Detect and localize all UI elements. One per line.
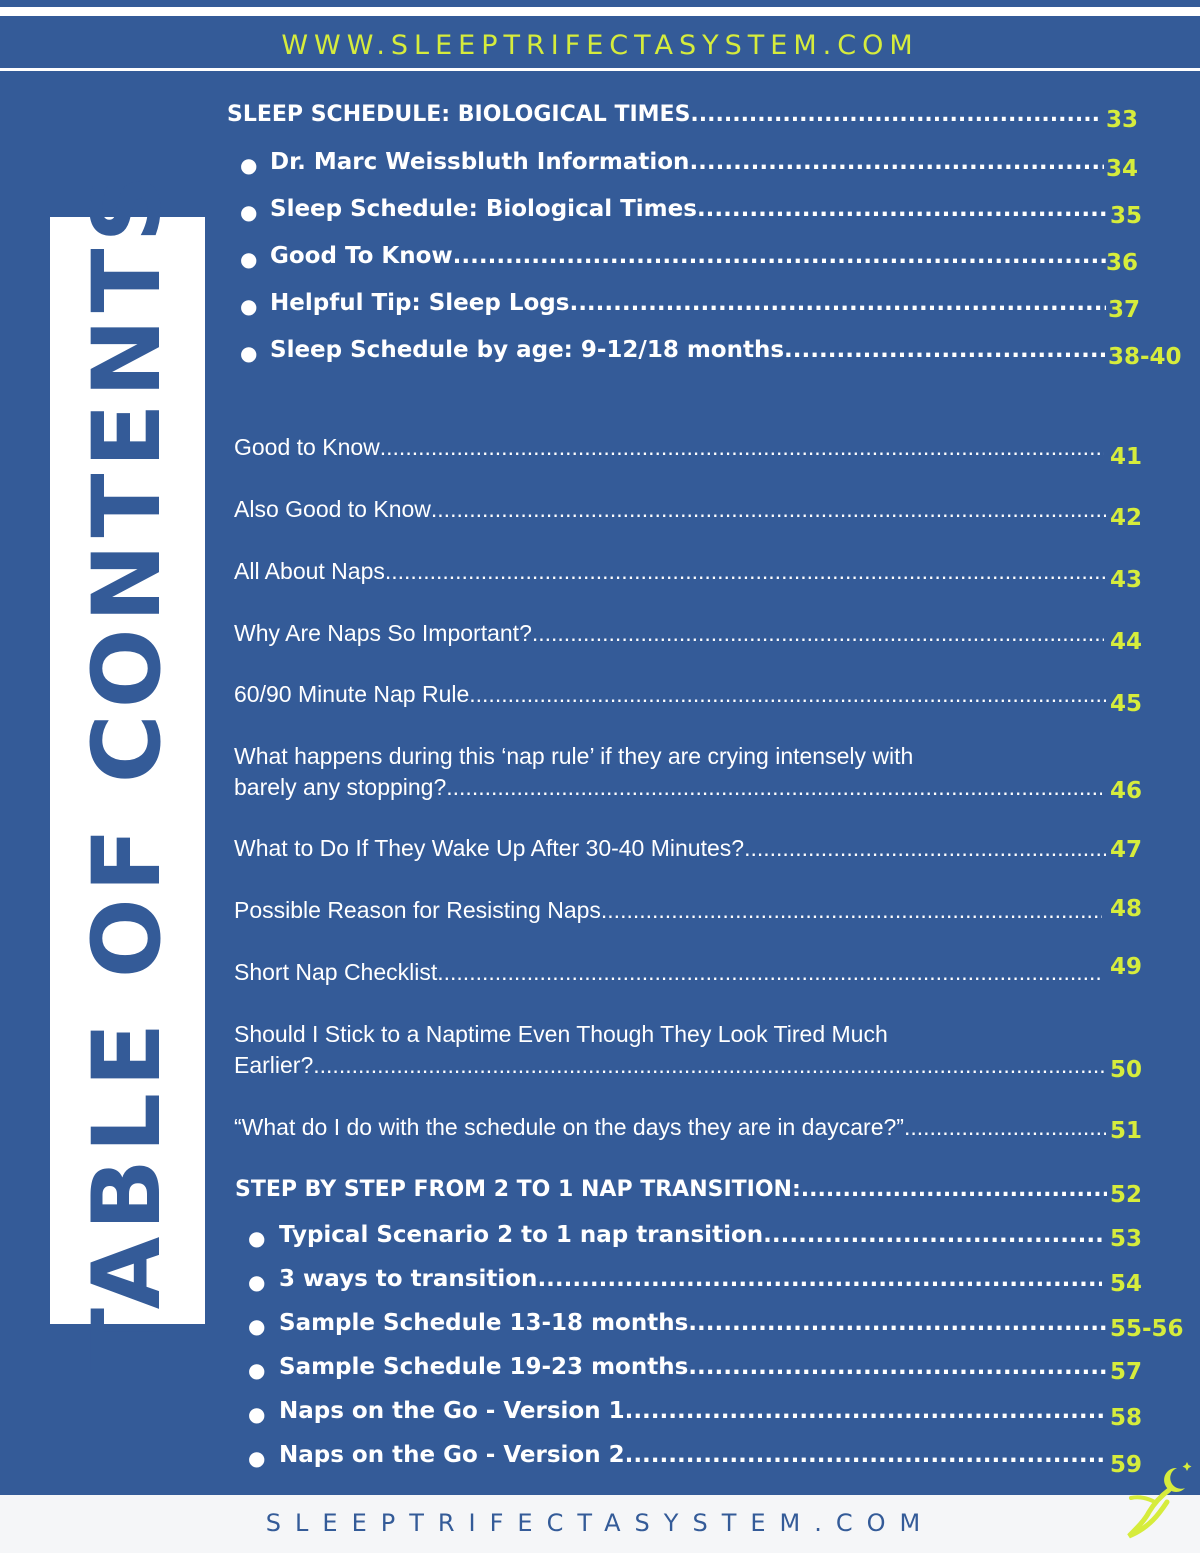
dot-leader (697, 196, 1106, 222)
bullet-icon: ● (240, 294, 258, 318)
dot-leader (801, 1177, 1107, 1202)
toc-subitem-label: Dr. Marc Weissbluth Information (270, 149, 690, 175)
dot-leader (313, 1052, 1106, 1079)
dot-leader (688, 1310, 1106, 1336)
dot-leader (601, 897, 1102, 924)
toc-subitem (270, 290, 1106, 316)
toc-entry-label: All About Naps (234, 558, 385, 584)
dot-leader (569, 290, 1106, 316)
toc-subitem-label: Helpful Tip: Sleep Logs (270, 290, 570, 316)
bullet-icon: ● (248, 1446, 266, 1470)
toc-entry (234, 681, 1106, 708)
dot-leader (784, 337, 1106, 363)
toc-subitem-label: Typical Scenario 2 to 1 nap transition (279, 1222, 764, 1248)
toc-subitem-label: Naps on the Go - Version 2 (279, 1442, 625, 1468)
page-number: 59 (1110, 1452, 1143, 1478)
toc-entry-label: Good to Know (234, 434, 380, 460)
dot-leader (625, 1442, 1106, 1468)
dot-leader (625, 1398, 1106, 1424)
page-number: 38-40 (1108, 344, 1182, 370)
toc-entry (234, 774, 1102, 801)
toc-entry-label: Possible Reason for Resisting Naps (234, 897, 601, 923)
section-heading-biological-times (227, 102, 1102, 127)
toc-subitem-label: 3 ways to transition (279, 1266, 538, 1292)
sleeping-moon-figure-icon (1125, 1458, 1195, 1543)
dot-leader (446, 774, 1102, 801)
toc-entry (234, 434, 1104, 461)
bullet-icon: ● (248, 1270, 266, 1294)
page-number: 57 (1110, 1359, 1143, 1385)
toc-subitem-label: Good To Know (270, 243, 453, 269)
toc-subitem-label: Sleep Schedule by age: 9-12/18 months (270, 337, 785, 363)
toc-entry-label: Also Good to Know (234, 496, 431, 522)
footer-url: SLEEPTRIFECTASYSTEM.COM (265, 1509, 935, 1537)
bullet-icon: ● (248, 1226, 266, 1250)
top-divider (0, 7, 1200, 16)
toc-entry-label: “What do I do with the schedule on the days they are in daycare?” (234, 1114, 904, 1140)
toc-entry-label: What to Do If They Wake Up After 30-40 Minutes? (234, 835, 745, 861)
dot-leader (469, 681, 1106, 708)
toc-entry-line-1: What happens during this ‘nap rule’ if they are crying intensely with (234, 743, 914, 769)
toc-entry (234, 1052, 1106, 1079)
toc-entry (234, 496, 1106, 523)
page-number: 46 (1110, 778, 1143, 804)
section-heading-label: SLEEP SCHEDULE: BIOLOGICAL TIMES (227, 102, 691, 127)
toc-entry-label: Why Are Naps So Important? (234, 620, 532, 646)
toc-subitem-label: Sample Schedule 19-23 months (279, 1354, 689, 1380)
toc-entry (234, 558, 1106, 585)
toc-subitem (279, 1442, 1106, 1468)
dot-leader (532, 620, 1104, 647)
dot-leader (537, 1266, 1102, 1292)
header-url: WWW.SLEEPTRIFECTASYSTEM.COM (281, 30, 919, 61)
dot-leader (763, 1222, 1102, 1248)
page-number: 35 (1110, 203, 1143, 229)
top-band (0, 0, 1200, 7)
page-number: 44 (1110, 629, 1143, 655)
page-number: 53 (1110, 1226, 1143, 1252)
page-number: 52 (1110, 1182, 1143, 1208)
toc-entry (234, 897, 1102, 924)
dot-leader (904, 1114, 1106, 1141)
page-number: 37 (1108, 297, 1141, 323)
page-number: 41 (1110, 444, 1143, 470)
section-heading-label: STEP BY STEP FROM 2 TO 1 NAP TRANSITION: (235, 1177, 801, 1202)
header-rule (0, 68, 1200, 71)
toc-entry (234, 620, 1104, 647)
bullet-icon: ● (248, 1402, 266, 1426)
toc-subitem (270, 243, 1106, 269)
toc-entry-label: Earlier? (234, 1052, 314, 1078)
bullet-icon: ● (240, 247, 258, 271)
page-number: 45 (1110, 691, 1143, 717)
toc-subitem (279, 1310, 1106, 1336)
dot-leader (744, 835, 1106, 862)
dot-leader (453, 243, 1106, 269)
page-number: 49 (1110, 954, 1143, 980)
toc-entry-label: Short Nap Checklist (234, 959, 438, 985)
side-title-text: TABLE OF CONTENTS (73, 168, 183, 1373)
toc-subitem (279, 1398, 1106, 1424)
dot-leader (431, 496, 1106, 523)
dot-leader (380, 434, 1104, 461)
toc-entry-label: 60/90 Minute Nap Rule (234, 681, 470, 707)
side-title (50, 168, 205, 1373)
toc-entry (234, 835, 1106, 862)
page-number: 47 (1110, 837, 1143, 863)
dot-leader (688, 1354, 1106, 1380)
bullet-icon: ● (248, 1358, 266, 1382)
bullet-icon: ● (240, 200, 258, 224)
page-number: 33 (1106, 107, 1139, 133)
page-number: 42 (1110, 505, 1143, 531)
page-number: 43 (1110, 567, 1143, 593)
page-number: 51 (1110, 1118, 1143, 1144)
toc-subitem (270, 337, 1106, 363)
toc-subitem (279, 1266, 1102, 1292)
toc-entry (234, 959, 1102, 986)
toc-subitem-label: Sleep Schedule: Biological Times (270, 196, 697, 222)
dot-leader (437, 959, 1102, 986)
dot-leader (690, 102, 1102, 127)
toc-subitem (270, 149, 1104, 175)
page-number: 50 (1110, 1057, 1143, 1083)
toc-entry-line-1: Should I Stick to a Naptime Even Though They Look Tired Much (234, 1021, 888, 1047)
toc-subitem (270, 196, 1106, 222)
toc-subitem-label: Naps on the Go - Version 1 (279, 1398, 625, 1424)
toc-subitem (279, 1354, 1106, 1380)
bullet-icon: ● (240, 341, 258, 365)
bullet-icon: ● (240, 153, 258, 177)
page-number: 34 (1106, 156, 1139, 182)
page-number: 58 (1110, 1405, 1143, 1431)
bullet-icon: ● (248, 1314, 266, 1338)
dot-leader (385, 558, 1106, 585)
toc-subitem-label: Sample Schedule 13-18 months (279, 1310, 689, 1336)
toc-subitem (279, 1222, 1102, 1248)
toc-entry-label: barely any stopping? (234, 774, 447, 800)
page-number: 48 (1110, 896, 1143, 922)
page-number: 54 (1110, 1271, 1143, 1297)
page-number: 55-56 (1110, 1316, 1184, 1342)
section-heading-nap-transition (235, 1177, 1107, 1202)
dot-leader (689, 149, 1104, 175)
toc-entry (234, 1114, 1106, 1141)
page-number: 36 (1106, 250, 1139, 276)
